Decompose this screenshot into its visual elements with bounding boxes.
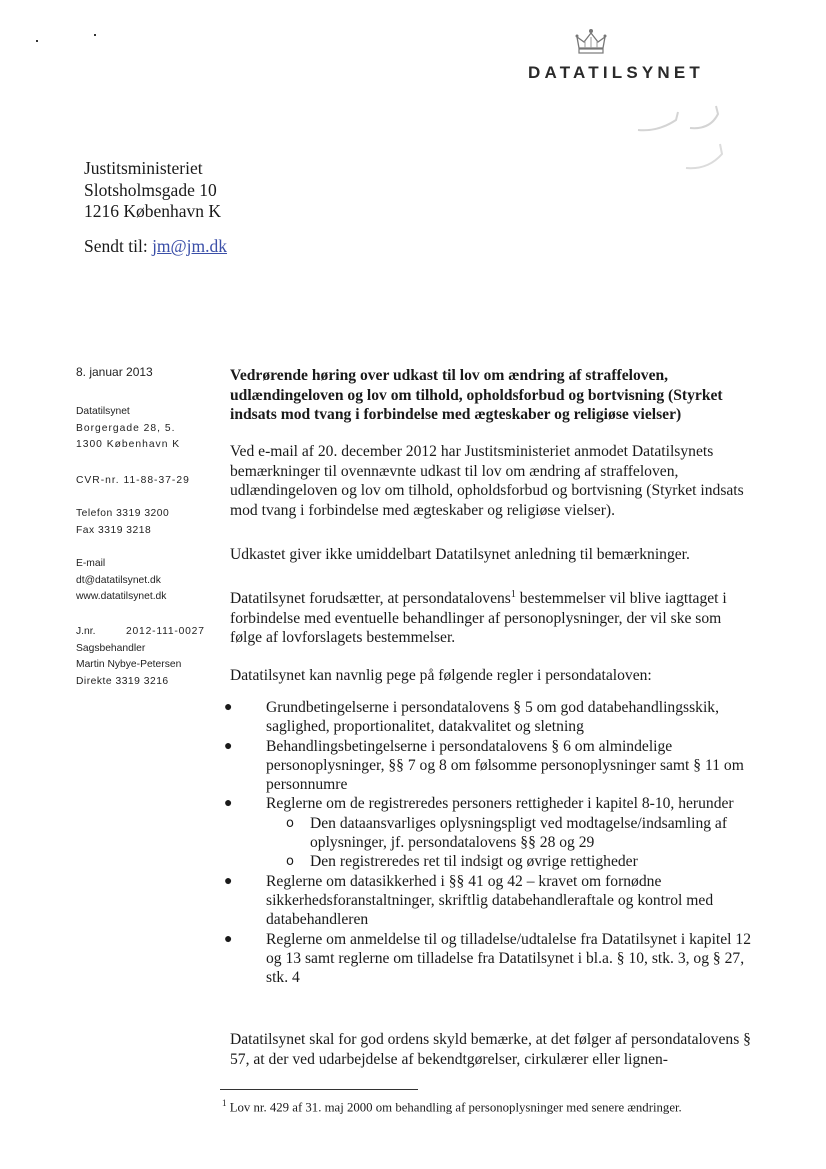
list-item [222, 698, 756, 737]
sender-website: www.datatilsynet.dk [76, 591, 167, 602]
paragraph-assumption [230, 585, 756, 648]
sender-contact [76, 506, 169, 539]
recipient-line: 1216 København K [84, 201, 222, 221]
list-item-text: Reglerne om datasikkerhed i §§ 41 og 42 – kravet om fornødne sikkerhedsforanstaltninger, skriftlig databehandleraftale og kontrol med databehandleren [266, 872, 714, 929]
list-item-text: Reglerne om de registreredes personers rettigheder i kapitel 8-10, herunder [266, 795, 734, 813]
letter-date: 8. januar 2013 [76, 365, 153, 379]
sender-email: dt@datatilsynet.dk [76, 574, 161, 586]
list-item [222, 930, 756, 988]
scan-speck [36, 40, 38, 42]
brand-wordmark: DATATILSYNET [528, 63, 704, 82]
sender-fax: Fax 3319 3218 [76, 524, 152, 536]
recipient-address [84, 158, 221, 223]
bullet-icon: ● [224, 873, 233, 889]
footnote-mark: 1 [222, 1098, 227, 1108]
sub-list-item [278, 814, 756, 853]
rules-list [222, 698, 756, 987]
sub-list-item [278, 852, 756, 871]
journal-number-label: J.nr. [76, 626, 96, 637]
bullet-icon: ● [224, 931, 233, 947]
email-label: E-mail [76, 558, 106, 569]
footnote [222, 1098, 682, 1115]
sent-to-label: Sendt til: [84, 236, 148, 256]
sender-street: Borgergade 28, 5. [76, 422, 176, 434]
list-item-text: Behandlingsbetingelserne i persondatalovens § 6 om almindelige personoplysninger, §§ 7 og 8 om følsomme personoplysninger samt § 11 om personnumre [266, 737, 744, 794]
recipient-line: Justitsministeriet [84, 158, 203, 178]
sub-list-item-text: Den dataansvarliges oplysningspligt ved modtagelse/indsamling af oplysninger, jf. persondatalovens §§ 28 og 29 [310, 814, 728, 852]
journal-number: 2012-111-0027 [126, 626, 205, 637]
paragraph-no-remarks: Udkastet giver ikke umiddelbart Datatilsynet anledning til bemærkninger. [230, 546, 690, 563]
case-handler-label: Sagsbehandler [76, 642, 146, 654]
sub-list-item-text: Den registreredes ret til indsigt og øvrige rettigheder [310, 853, 638, 871]
sent-to [84, 236, 227, 257]
list-item [222, 872, 756, 930]
recipient-line: Slotsholmsgade 10 [84, 179, 217, 200]
case-info [76, 624, 205, 690]
paragraph-intro: Ved e-mail af 20. december 2012 har Justitsministeriet anmodet Datatilsynets bemærkninger til ovennævnte udkast til lov om ændring af straffeloven, udlændingeloven og lov om tilhold, opholdsforbud og bortvisning (Styrket indsats mod tvang i forbindelse med ægteskaber og religiøse vielser). [230, 443, 744, 519]
circle-bullet-icon: o [286, 815, 294, 831]
bullet-icon: ● [224, 796, 233, 812]
crown-logo-icon [574, 28, 608, 56]
sub-list [266, 814, 756, 872]
journal-number-row [76, 624, 205, 641]
circle-bullet-icon: o [286, 854, 294, 870]
sender-org: Datatilsynet [76, 406, 130, 417]
recipient-email-link[interactable]: jm@jm.dk [152, 236, 228, 256]
scribble-mark-icon [618, 100, 730, 182]
paragraph-closing: Datatilsynet skal for god ordens skyld bemærke, at det følger af persondatalovens § 57, at der ved udarbejdelse af bekendtgørelser, cirkulærer eller lignen- [230, 1031, 751, 1068]
footnote-reference: 1 [510, 589, 516, 600]
footnote-text: Lov nr. 429 af 31. maj 2000 om behandling af personoplysninger med senere ændringer. [226, 1100, 682, 1115]
paragraph-rules-intro: Datatilsynet kan navnlig pege på følgende regler i persondataloven: [230, 667, 652, 684]
bullet-icon: ● [224, 700, 233, 715]
sender-online [76, 556, 166, 606]
sender-phone: Telefon 3319 3200 [76, 508, 170, 519]
paragraph-text: bestemmelser vil blive iagttaget i forbindelse med eventuelle behandlinger af personoplysninger, der vil ske som følge af lovforslagets bestemmelser. [230, 590, 727, 647]
list-item [222, 737, 756, 795]
sender-address [76, 404, 180, 454]
scan-speck [94, 34, 96, 36]
sender-city: 1300 København K [76, 439, 181, 450]
sender-cvr: CVR-nr. 11-88-37-29 [76, 475, 190, 486]
bullet-icon: ● [224, 738, 233, 754]
footnote-divider [220, 1089, 418, 1090]
case-handler-name: Martin Nybye-Petersen [76, 659, 182, 670]
paragraph-text: Datatilsynet forudsætter, at persondatalovens [230, 590, 511, 608]
letter-subject: Vedrørende høring over udkast til lov om ændring af straffeloven, udlændingeloven og lov om tilhold, opholdsforbud og bortvisning (Styrket indsats mod tvang i forbindelse med ægteskaber og religiøse vielser) [230, 367, 723, 423]
list-item [222, 794, 756, 871]
case-handler-direct: Direkte 3319 3216 [76, 675, 169, 687]
list-item-text: Reglerne om anmeldelse til og tilladelse/udtalelse fra Datatilsynet i kapitel 12 og 13 samt reglerne om tilladelse fra Datatilsynet i bl.a. § 10, stk. 3, og § 27, stk. 4 [266, 930, 751, 987]
list-item-text: Grundbetingelserne i persondatalovens § 5 om god databehandlingsskik, saglighed, proportionalitet, datakvalitet og sletning [266, 699, 719, 736]
